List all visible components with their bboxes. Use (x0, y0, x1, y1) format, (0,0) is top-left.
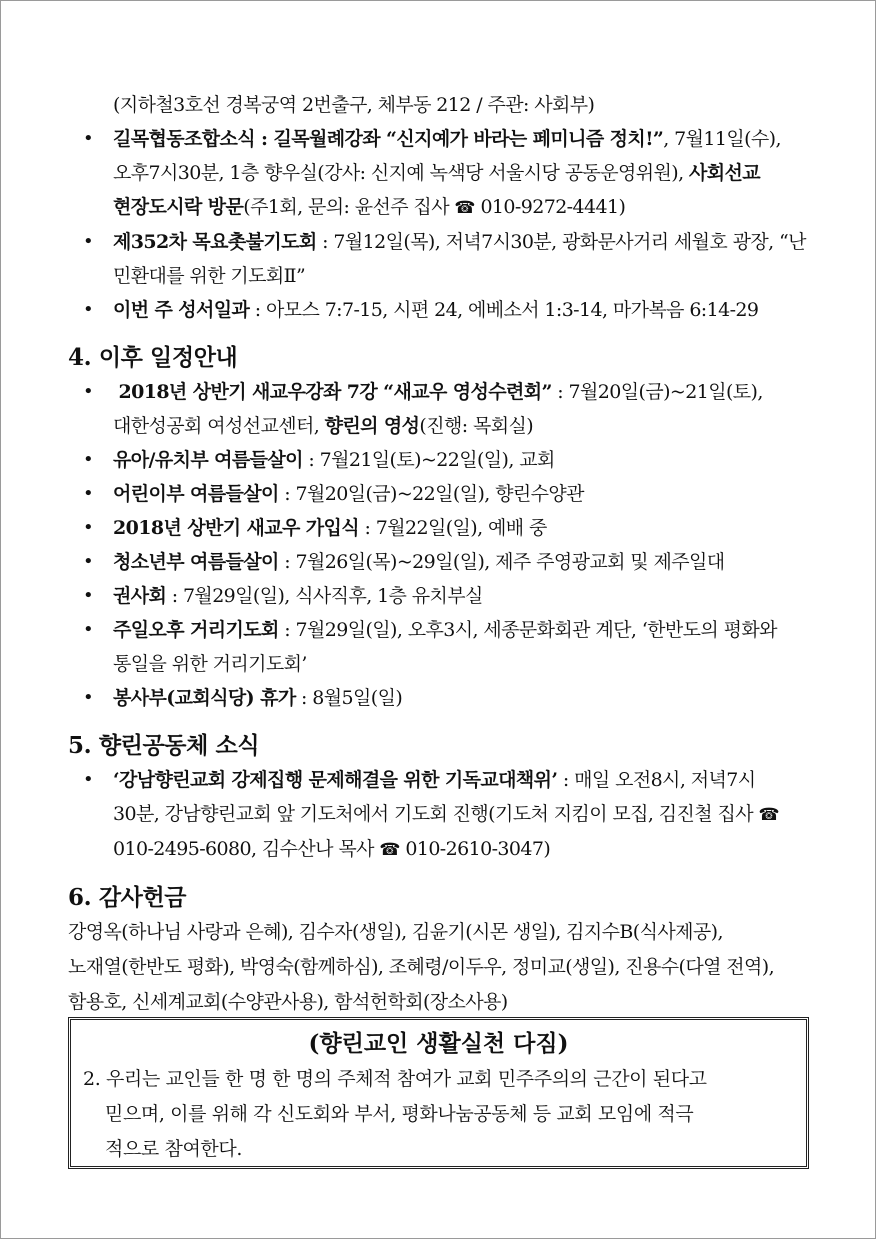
item-detail: : 매일 오전8시, 저녁7시 (557, 769, 756, 791)
offering-line: 함용호, 신세계교회(수양관사용), 함석헌학회(장소사용) (68, 991, 508, 1013)
bullet-icon: • (83, 299, 94, 320)
bullet-icon: • (83, 231, 94, 252)
item-detail: : 7월29일(일), 식사직후, 1층 유치부실 (166, 585, 483, 607)
bullet-icon: • (83, 381, 94, 402)
list-item (68, 443, 818, 477)
list-item (68, 122, 818, 225)
bullet-icon: • (83, 483, 94, 504)
item-detail: 30분, 강남향린교회 앞 기도처에서 기도회 진행(기도처 지킴이 모집, 김진철 집사 (113, 803, 754, 825)
pledge-text (71, 1060, 806, 1167)
bullet-icon: • (83, 687, 94, 708)
list-item (68, 613, 818, 681)
item-subtitle: 향린의 영성 (324, 415, 420, 437)
list-item (68, 477, 818, 511)
item-detail: , 7월11일(수), (663, 128, 781, 150)
list-item (68, 763, 818, 867)
item-detail: 대한성공회 여성선교센터, (113, 415, 325, 437)
item-title: 봉사부(교회식당) 휴가 (113, 687, 296, 709)
item-title: 길목협동조합소식 : 길목월례강좌 “신지예가 바라는 페미니즘 정치!” (113, 128, 664, 150)
item-detail: : 7월21일(토)~22일(일), 교회 (302, 449, 555, 471)
pledge-box (68, 1017, 809, 1169)
item-detail: : 7월12일(목), 저녁7시30분, 광화문사거리 세월호 광장, “난 (316, 231, 806, 253)
list-item (68, 545, 818, 579)
offering-line: 노재열(한반도 평화), 박영숙(함께하심), 조혜령/이두우, 정미교(생일), 진용수(다열 전역), (68, 956, 775, 978)
item-subtitle: 사회선교 (688, 162, 760, 184)
list-item (68, 293, 818, 327)
bullet-icon: • (83, 769, 94, 790)
item-detail: 통일을 위한 거리기도회’ (113, 653, 307, 675)
section-heading: 4. 이후 일정안내 (68, 344, 238, 371)
item-detail: : 아모스 7:7-15, 시편 24, 에베소서 1:3-14, 마가복음 6:14-29 (249, 299, 759, 321)
item-title: 이번 주 성서일과 (113, 299, 250, 321)
bullet-icon: • (83, 517, 94, 538)
bullet-icon: • (83, 585, 94, 606)
item-detail: 민환대를 위한 기도회Ⅱ” (113, 265, 306, 287)
item-detail: (주1회, 문의: 윤선주 집사 (243, 196, 449, 218)
item-title: 어린이부 여름들살이 (113, 483, 279, 505)
section-heading: 5. 향린공동체 소식 (68, 732, 260, 759)
item-title: 청소년부 여름들살이 (113, 551, 279, 573)
bullet-icon: • (83, 551, 94, 572)
item-detail: (진행: 목회실) (419, 415, 534, 437)
list-item (68, 579, 818, 613)
list-item (68, 225, 818, 293)
pledge-line: 우리는 교인들 한 명 한 명의 주체적 참여가 교회 민주주의의 근간이 된다고 (105, 1068, 707, 1090)
bulletin-content (68, 88, 818, 1020)
item-title: 주일오후 거리기도회 (113, 619, 279, 641)
offering-line: 강영옥(하나님 사랑과 은혜), 김수자(생일), 김윤기(시몬 생일), 김지수B(식사제공), (68, 921, 723, 943)
list-item (68, 375, 818, 443)
offering-list (68, 915, 818, 1020)
item-detail: : 7월20일(금)~21일(토), (551, 381, 763, 403)
item-title: 2018년 상반기 새교우강좌 7강 “새교우 영성수련회” (118, 381, 552, 403)
list-item (68, 511, 818, 545)
phone-icon: ☎ (454, 198, 475, 218)
pledge-title: (향린교인 생활실천 다짐) (308, 1030, 569, 1057)
pledge-line: 적으로 참여한다. (105, 1138, 242, 1160)
phone-number: 010-9272-4441) (480, 196, 626, 218)
pledge-number: 2. (83, 1068, 101, 1090)
phone-number: 010-2610-3047) (405, 838, 551, 860)
bullet-icon: • (83, 128, 94, 149)
pledge-line: 믿으며, 이를 위해 각 신도회와 부서, 평화나눔공동체 등 교회 모임에 적극 (105, 1103, 694, 1125)
item-subtitle: 현장도시락 방문 (113, 196, 244, 218)
item-title: 유아/유치부 여름들살이 (113, 449, 303, 471)
item-title: ‘강남향린교회 강제집행 문제해결을 위한 기독교대책위’ (113, 769, 558, 791)
item-detail: : 7월26일(목)~29일(일), 제주 주영광교회 및 제주일대 (278, 551, 725, 573)
location-note: (지하철3호선 경복궁역 2번출구, 체부동 212 / 주관: 사회부) (113, 94, 595, 116)
bullet-icon: • (83, 619, 94, 640)
item-title: 제352차 목요촛불기도회 (113, 231, 317, 253)
item-detail: : 8월5일(일) (295, 687, 403, 709)
item-title: 2018년 상반기 새교우 가입식 (113, 517, 360, 539)
item-detail: 오후7시30분, 1층 향우실(강사: 신지예 녹색당 서울시당 공동운영위원), (113, 162, 684, 184)
section-heading: 6. 감사헌금 (68, 884, 187, 911)
item-detail: : 7월20일(금)~22일(일), 향린수양관 (278, 483, 584, 505)
phone-icon: ☎ (379, 840, 400, 860)
item-detail: : 7월22일(일), 예배 중 (359, 517, 547, 539)
bullet-icon: • (83, 449, 94, 470)
list-item (68, 681, 818, 715)
phone-icon: ☎ (758, 805, 780, 825)
item-title: 권사회 (113, 585, 167, 607)
item-detail: : 7월29일(일), 오후3시, 세종문화회관 계단, ‘한반도의 평화와 (278, 619, 777, 641)
item-detail: 010-2495-6080, 김수산나 목사 (113, 838, 374, 860)
